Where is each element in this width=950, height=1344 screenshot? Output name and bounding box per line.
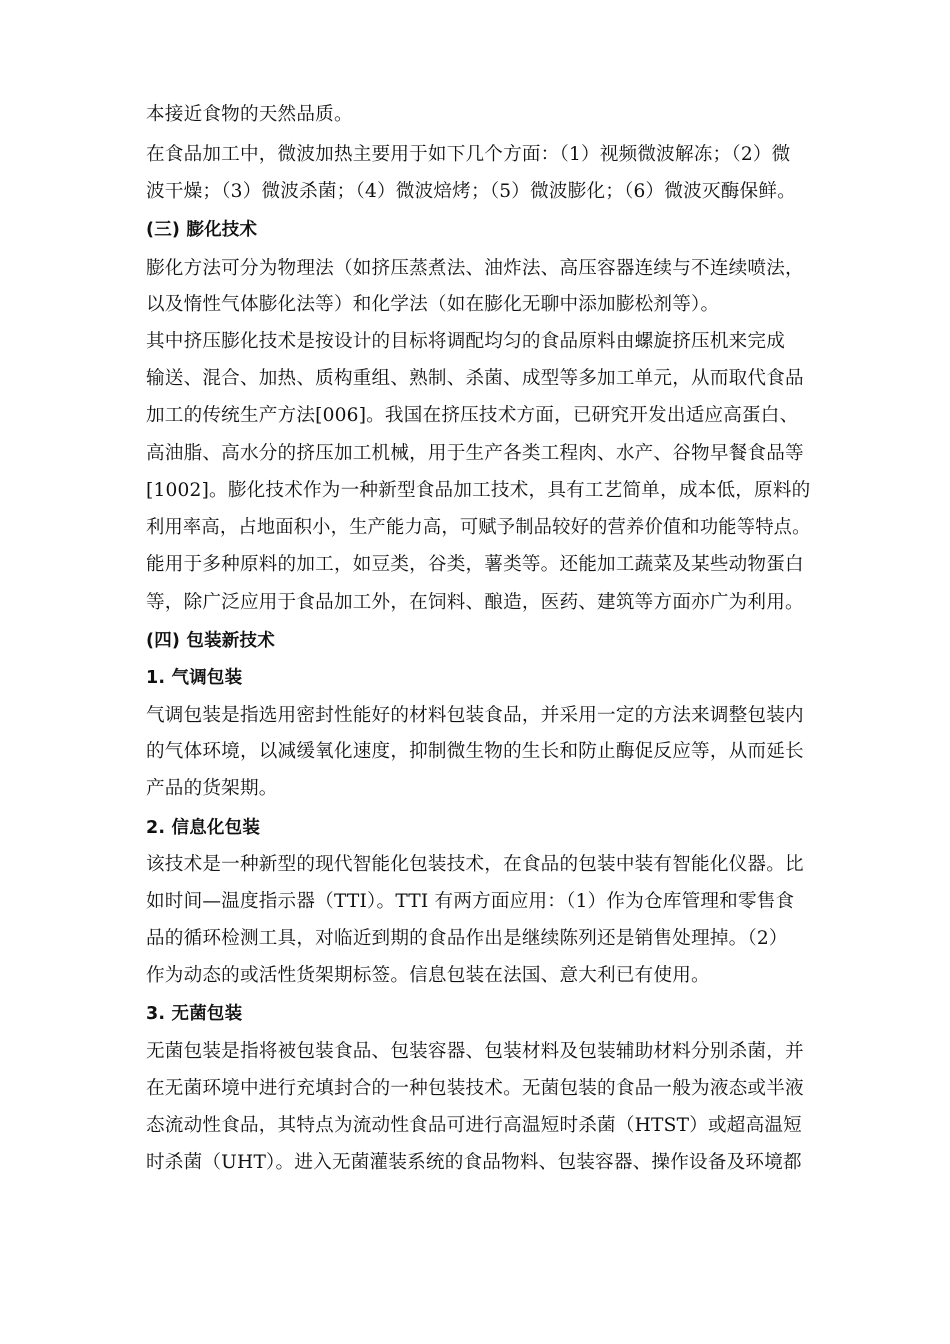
subsection-heading: 3. 无菌包装 <box>146 1004 243 1024</box>
section-heading: (三) 膨化技术 <box>146 220 258 240</box>
text-line: [1002]。膨化技术作为一种新型食品加工技术，具有工艺简单，成本低，原料的 <box>146 480 811 501</box>
text-line: 品的循环检测工具，对临近到期的食品作出是继续陈列还是销售处理掉。（2） <box>146 928 788 949</box>
text-line: 波干燥；（3）微波杀菌；（4）微波焙烤；（5）微波膨化；（6）微波灭酶保鲜。 <box>146 181 796 202</box>
text-line: 在无菌环境中进行充填封合的一种包装技术。无菌包装的食品一般为液态或半液 <box>146 1078 804 1099</box>
text-line: 气调包装是指选用密封性能好的材料包装食品，并采用一定的方法来调整包装内 <box>146 705 804 726</box>
subsection-heading: 1. 气调包装 <box>146 668 243 688</box>
text-line: 的气体环境，以减缓氧化速度，抑制微生物的生长和防止酶促反应等，从而延长 <box>146 741 804 762</box>
text-line: 该技术是一种新型的现代智能化包装技术，在食品的包装中装有智能化仪器。比 <box>146 854 804 875</box>
text-line: 时杀菌（UHT）。进入无菌灌装系统的食品物料、包装容器、操作设备及环境都 <box>146 1152 802 1173</box>
text-line: 能用于多种原料的加工，如豆类，谷类，薯类等。还能加工蔬菜及某些动物蛋白 <box>146 554 804 575</box>
text-line: 等，除广泛应用于食品加工外，在饲料、酿造，医药、建筑等方面亦广为利用。 <box>146 592 804 613</box>
text-line: 利用率高，占地面积小，生产能力高，可赋予制品较好的营养价值和功能等特点。 <box>146 517 811 538</box>
text-line: 如时间—温度指示器（TTI）。TTI 有两方面应用：（1）作为仓库管理和零售食 <box>146 891 795 912</box>
text-line: 无菌包装是指将被包装食品、包装容器、包装材料及包装辅助材料分别杀菌，并 <box>146 1041 804 1062</box>
text-line: 在食品加工中，微波加热主要用于如下几个方面：（1）视频微波解冻；（2）微 <box>146 144 791 165</box>
subsection-heading: 2. 信息化包装 <box>146 818 261 838</box>
section-heading: (四) 包装新技术 <box>146 631 275 651</box>
text-line: 本接近食物的天然品质。 <box>146 104 353 125</box>
text-line: 产品的货架期。 <box>146 778 278 799</box>
text-line: 输送、混合、加热、质构重组、熟制、杀菌、成型等多加工单元，从而取代食品 <box>146 368 804 389</box>
text-line: 以及惰性气体膨化法等）和化学法（如在膨化无聊中添加膨松剂等）。 <box>146 294 720 315</box>
text-line: 加工的传统生产方法[006]。我国在挤压技术方面，已研究开发出适应高蛋白、 <box>146 405 799 426</box>
text-line: 膨化方法可分为物理法（如挤压蒸煮法、油炸法、高压容器连续与不连续喷法， <box>146 258 804 279</box>
text-line: 作为动态的或活性货架期标签。信息包装在法国、意大利已有使用。 <box>146 965 710 986</box>
text-line: 其中挤压膨化技术是按设计的目标将调配均匀的食品原料由螺旋挤压机来完成 <box>146 331 785 352</box>
text-line: 高油脂、高水分的挤压加工机械，用于生产各类工程肉、水产、谷物早餐食品等 <box>146 443 804 464</box>
text-line: 态流动性食品，其特点为流动性食品可进行高温短时杀菌（HTST）或超高温短 <box>146 1115 802 1136</box>
